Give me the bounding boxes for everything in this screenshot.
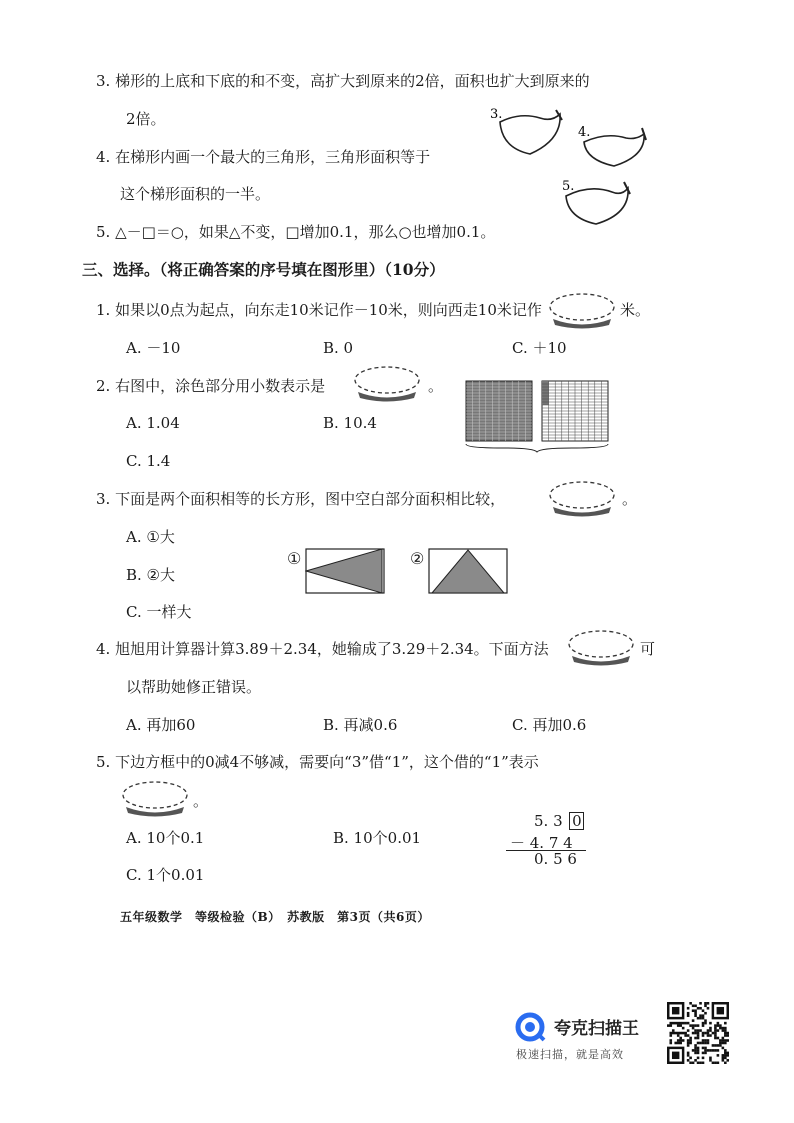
brand-slogan: 极速扫描，就是高效: [516, 1048, 624, 1061]
q1-unit: 米。: [620, 301, 651, 319]
q3-rectangle-1: [305, 548, 385, 594]
q2-option-a[interactable]: A. 1.04: [126, 414, 180, 432]
judge-q4-line2: 这个梯形面积的一半。: [120, 185, 271, 203]
brand-logo-icon: [512, 1012, 548, 1042]
answer-bowl-5[interactable]: [560, 176, 640, 228]
q5-option-c[interactable]: C. 1个0.01: [126, 866, 205, 884]
decimal-grid-figure: [462, 378, 612, 454]
answer-bowl-3[interactable]: [490, 104, 570, 162]
q1-answer-oval[interactable]: [547, 292, 617, 330]
calc-row-2: － 4. 7 4: [510, 834, 573, 852]
q1-option-b[interactable]: B. 0: [323, 339, 354, 357]
q1-option-a[interactable]: A. －10: [126, 339, 181, 357]
judge-q3-line2: 2倍。: [126, 110, 166, 128]
brand-name: 夸克扫描王: [554, 1019, 639, 1039]
q2-stem: 2. 右图中，涂色部分用小数表示是: [96, 377, 326, 395]
q3-figure-2-label: ②: [410, 549, 425, 568]
q1-stem: 1. 如果以0点为起点，向东走10米记作－10米，则向西走10米记作: [96, 301, 542, 319]
q3-rectangle-2: [428, 548, 508, 594]
q2-option-b[interactable]: B. 10.4: [323, 414, 377, 432]
section3-heading: 三、选择。（将正确答案的序号填在图形里）（10分）: [82, 260, 445, 279]
grid-left-full: [466, 381, 532, 441]
q3-option-b[interactable]: B. ②大: [126, 566, 176, 584]
vertical-subtraction: [500, 810, 596, 870]
page-footer: 五年级数学 等级检验（B） 苏教版 第3页（共6页）: [120, 910, 430, 924]
q5-answer-oval[interactable]: [120, 780, 190, 818]
q3-figure-1-label: ①: [287, 549, 302, 568]
bowl-label-3: 3.: [490, 107, 503, 122]
q5-end: 。: [193, 792, 209, 810]
q5-option-b[interactable]: B. 10个0.01: [333, 829, 422, 847]
q4-tail: 可: [640, 640, 656, 658]
q3-answer-oval[interactable]: [547, 480, 617, 518]
q3-option-c[interactable]: C. 一样大: [126, 603, 192, 621]
q5-option-a[interactable]: A. 10个0.1: [126, 829, 205, 847]
q2-end: 。: [428, 377, 444, 395]
q1-option-c[interactable]: C. ＋10: [512, 339, 567, 357]
answer-bowl-4[interactable]: [576, 120, 656, 170]
q4-stem: 4. 旭旭用计算器计算3.89＋2.34，她输成了3.29＋2.34。下面方法: [96, 640, 549, 658]
q3-end: 。: [622, 490, 638, 508]
judge-q4-line1: 4. 在梯形内画一个最大的三角形，三角形面积等于: [96, 148, 431, 166]
judge-q5-line1: 5. △－□＝○，如果△不变，□增加0.1，那么○也增加0.1。: [96, 223, 496, 241]
bowl-label-4: 4.: [578, 125, 591, 140]
calc-row-1: [534, 812, 584, 830]
q3-option-a[interactable]: A. ①大: [126, 528, 175, 546]
calc-row-3: 0. 5 6: [534, 850, 577, 868]
grid-right-partial: [542, 381, 608, 441]
calc-minuend: 5. 3: [534, 812, 563, 830]
calc-boxed-digit: 0: [569, 812, 584, 830]
q4-line2: 以帮助她修正错误。: [126, 678, 262, 696]
q4-answer-oval[interactable]: [566, 629, 636, 667]
q4-option-a[interactable]: A. 再加60: [126, 716, 196, 734]
q5-stem: 5. 下边方框中的0减4不够减，需要向“3”借“1”，这个借的“1”表示: [96, 753, 539, 771]
judge-q3-line1: 3. 梯形的上底和下底的和不变，高扩大到原来的2倍，面积也扩大到原来的: [96, 72, 590, 90]
q2-option-c[interactable]: C. 1.4: [126, 452, 171, 470]
qr-code-icon: [667, 1002, 729, 1064]
q4-option-b[interactable]: B. 再减0.6: [323, 716, 398, 734]
q2-answer-oval[interactable]: [352, 365, 422, 403]
q3-stem: 3. 下面是两个面积相等的长方形，图中空白部分面积相比较，: [96, 490, 506, 508]
q4-option-c[interactable]: C. 再加0.6: [512, 716, 587, 734]
bowl-label-5: 5.: [562, 179, 575, 194]
